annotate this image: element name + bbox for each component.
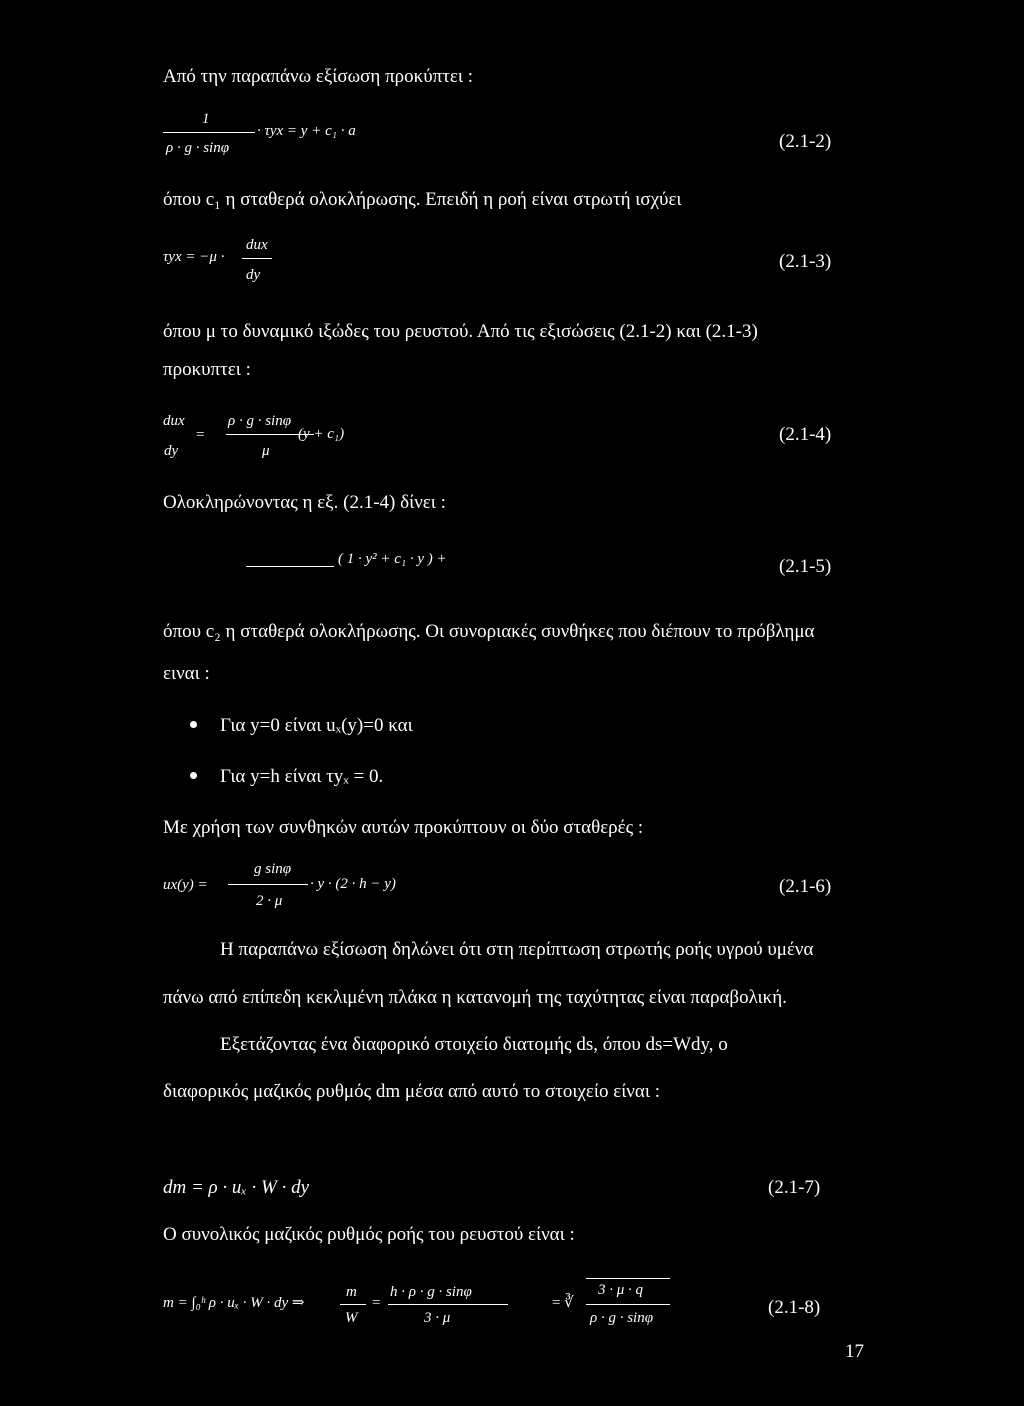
bullet-item: Για y=h είναι τyₓ = 0. [220,766,384,787]
equation-number: (2.1-7) [768,1177,821,1198]
equals-sign: = [372,1295,381,1311]
eq-2-1-2-rhs: · τyx = y + c₁ · a [257,123,356,139]
eq-2-1-6-numerator: g sinφ [254,861,292,877]
eq-2-1-5-body: ( 1 · y² + c₁ · y ) + [338,551,447,567]
equation-number: (2.1-6) [779,876,832,897]
eq-2-1-4-fraction-denominator: μ [262,443,270,459]
fraction-bar [246,566,334,567]
eq-2-1-4-fraction-numerator: ρ · g · sinφ [228,413,292,429]
eq-2-1-3-numerator: dux [246,237,268,253]
eq-2-1-6-lhs: ux(y) = [163,877,208,893]
text-line: Ολοκληρώνοντας η εξ. (2.1-4) δίνει : [163,492,446,513]
paragraph-line: Η παραπάνω εξίσωση δηλώνει ότι στη περίπτωση στρωτής ροής υγρού υμένα [220,939,814,960]
paragraph-line: διαφορικός μαζικός ρυθμός dm μέσα από αυτό το στοιχείο είναι : [163,1081,660,1102]
equation-number: (2.1-8) [768,1297,821,1318]
fraction-bar [228,884,308,885]
paragraph-line: Εξετάζοντας ένα διαφορικό στοιχείο διατομής ds, όπου ds=Wdy, ο [220,1034,728,1055]
equation-number: (2.1-5) [779,556,832,577]
bullet-item: Για y=0 είναι uₓ(y)=0 και [220,715,413,736]
eq-2-1-8-lhs: m = ∫₀ʰ ρ · uₓ · W · dy ⇒ [163,1295,305,1311]
eq-2-1-8-frac1-numerator: m [346,1284,357,1300]
eq-2-1-8-frac2-numerator: h · ρ · g · sinφ [390,1284,472,1300]
page-number: 17 [845,1341,864,1362]
bullet-dot [190,772,197,779]
fraction-bar [340,1304,366,1305]
eq-2-1-4-numerator: dux [163,413,185,429]
fraction-bar [388,1304,508,1305]
text-line: όπου c₁ η σταθερά ολοκλήρωσης. Επειδή η ροή είναι στρωτή ισχύει [163,189,682,210]
eq-2-1-4-rhs: (y + c₁) [298,426,345,442]
text-line: Με χρήση των συνθηκών αυτών προκύπτουν οι δύο σταθερές : [163,817,644,838]
equals-sign: = [196,427,205,443]
equation-number: (2.1-4) [779,424,832,445]
eq-2-1-3-denominator: dy [246,267,261,283]
text-line: ειναι : [163,663,210,684]
eq-2-1-8-frac3-denominator: ρ · g · sinφ [590,1310,654,1326]
fraction-bar [242,258,272,259]
eq-2-1-8-frac2-denominator: 3 · μ [424,1310,451,1326]
eq-2-1-7: dm = ρ · uₓ · W · dy [163,1177,310,1198]
equation-number: (2.1-2) [779,131,832,152]
eq-2-1-6-rhs: · y · (2 · h − y) [310,876,396,892]
fraction-bar [163,132,255,133]
text-line: προκυπτει : [163,359,251,380]
eq-2-1-2-numerator: 1 [202,111,210,127]
eq-2-1-8-frac3-numerator: 3 · μ · q [598,1282,644,1298]
paragraph-line: πάνω από επίπεδη κεκλιμένη πλάκα η κατανομή της ταχύτητας είναι παραβολική. [163,987,787,1008]
eq-2-1-6-denominator: 2 · μ [256,893,283,909]
radical-bar [586,1278,670,1279]
text-line: Ο συνολικός μαζικός ρυθμός ροής του ρευστού είναι : [163,1224,575,1245]
bullet-dot [190,721,197,728]
eq-2-1-4-denominator: dy [164,443,179,459]
eq-2-1-3-lhs: τyx = −μ · [163,249,225,265]
text-line: όπου c₂ η σταθερά ολοκλήρωσης. Οι συνοριακές συνθήκες που διέπουν το πρόβλημα [163,621,815,642]
fraction-bar [586,1304,670,1305]
text-line: Από την παραπάνω εξίσωση προκύπτει : [163,66,473,87]
text-line: όπου μ το δυναμικό ιξώδες του ρευστού. Από τις εξισώσεις (2.1-2) και (2.1-3) [163,321,758,342]
eq-2-1-8-frac1-denominator: W [345,1310,358,1326]
equals-cube-root: = ∛ [552,1295,574,1311]
equation-number: (2.1-3) [779,251,832,272]
eq-2-1-2-denominator: ρ · g · sinφ [166,140,230,156]
